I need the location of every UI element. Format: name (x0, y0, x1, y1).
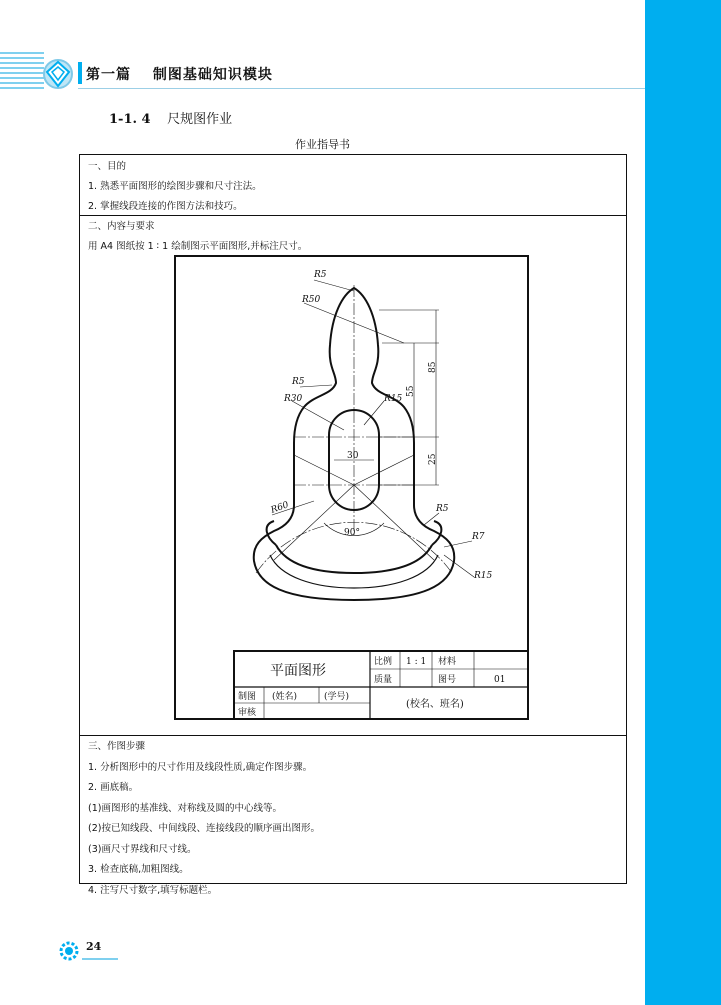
divider (80, 215, 626, 216)
drawing-no-value: 01 (494, 675, 506, 685)
header-rule (78, 88, 645, 89)
scale-value: 1 : 1 (406, 657, 427, 667)
step-item: 2. 画底稿。 (88, 782, 139, 793)
drawing-no-label: 图号 (438, 675, 457, 685)
content-block (80, 217, 626, 257)
section-name: 尺规图作业 (167, 112, 233, 127)
school-class: (校名、班名) (406, 699, 464, 710)
plane-figure-drawing (174, 255, 529, 720)
step-item: 3. 检查底稿,加粗图线。 (88, 864, 189, 875)
dim-85: 85 (428, 361, 438, 373)
divider (80, 735, 626, 736)
content-text: 用 A4 图纸按 1 ∶ 1 绘制图示平面图形,并标注尺寸。 (88, 241, 308, 252)
drawer-name: (姓名) (272, 692, 298, 702)
purpose-item: 1. 熟悉平面图形的绘图步骤和尺寸注法。 (88, 181, 262, 192)
page-number: 24 (86, 940, 102, 953)
dim-r5-left: R5 (292, 377, 305, 387)
mass-label: 质量 (374, 675, 393, 685)
purpose-heading: 一、目的 (88, 161, 127, 172)
step-item: (2)按已知线段、中间线段、连接线段的顺序画出图形。 (88, 823, 320, 834)
dim-25: 25 (428, 453, 438, 465)
dim-r60: R60 (269, 500, 291, 516)
student-id: (学号) (324, 692, 350, 702)
content-heading: 二、内容与要求 (88, 221, 155, 232)
dim-r15-upper: R15 (384, 394, 403, 404)
chapter-label: 第一篇 (86, 67, 131, 83)
step-item: (3)画尺寸界线和尺寸线。 (88, 843, 197, 855)
dim-r7: R7 (472, 532, 485, 542)
dim-r30: R30 (284, 394, 303, 404)
instruction-sheet (79, 154, 627, 896)
checked-label: 审核 (238, 708, 257, 718)
step-item: 4. 注写尺寸数字,填写标题栏。 (88, 884, 218, 896)
title-block-name: 平面图形 (270, 663, 326, 679)
drawn-label: 制图 (238, 692, 257, 702)
page-number-underline (82, 958, 118, 960)
purpose-block (80, 157, 626, 217)
section-number: 1-1. 4 (109, 112, 151, 127)
dim-55: 55 (406, 385, 416, 397)
section-title (109, 108, 232, 127)
steps-block (80, 737, 626, 901)
steps-heading: 三、作图步骤 (88, 741, 146, 752)
module-label: 制图基础知识模块 (152, 67, 273, 83)
step-item: (1)画图形的基准线、对称线及圆的中心线等。 (88, 802, 282, 814)
purpose-item: 2. 掌握线段连接的作图方法和技巧。 (88, 201, 243, 212)
material-label: 材料 (438, 657, 457, 667)
chapter-header (86, 64, 273, 84)
dim-r5-top: R5 (314, 270, 327, 280)
dim-angle-90: 90° (344, 528, 360, 538)
doc-title: 作业指导书 (295, 138, 350, 151)
dim-r15-lower: R15 (474, 571, 493, 581)
dim-r50: R50 (302, 295, 321, 305)
header-accent-bar (78, 62, 82, 84)
step-item: 1. 分析图形中的尺寸作用及线段性质,确定作图步骤。 (88, 761, 313, 773)
dim-r5-right: R5 (436, 504, 449, 514)
gear-logo-icon (40, 56, 76, 92)
gear-icon (58, 940, 80, 962)
header-stripes (0, 52, 44, 98)
scale-label: 比例 (374, 657, 393, 667)
dim-30: 30 (347, 451, 359, 461)
